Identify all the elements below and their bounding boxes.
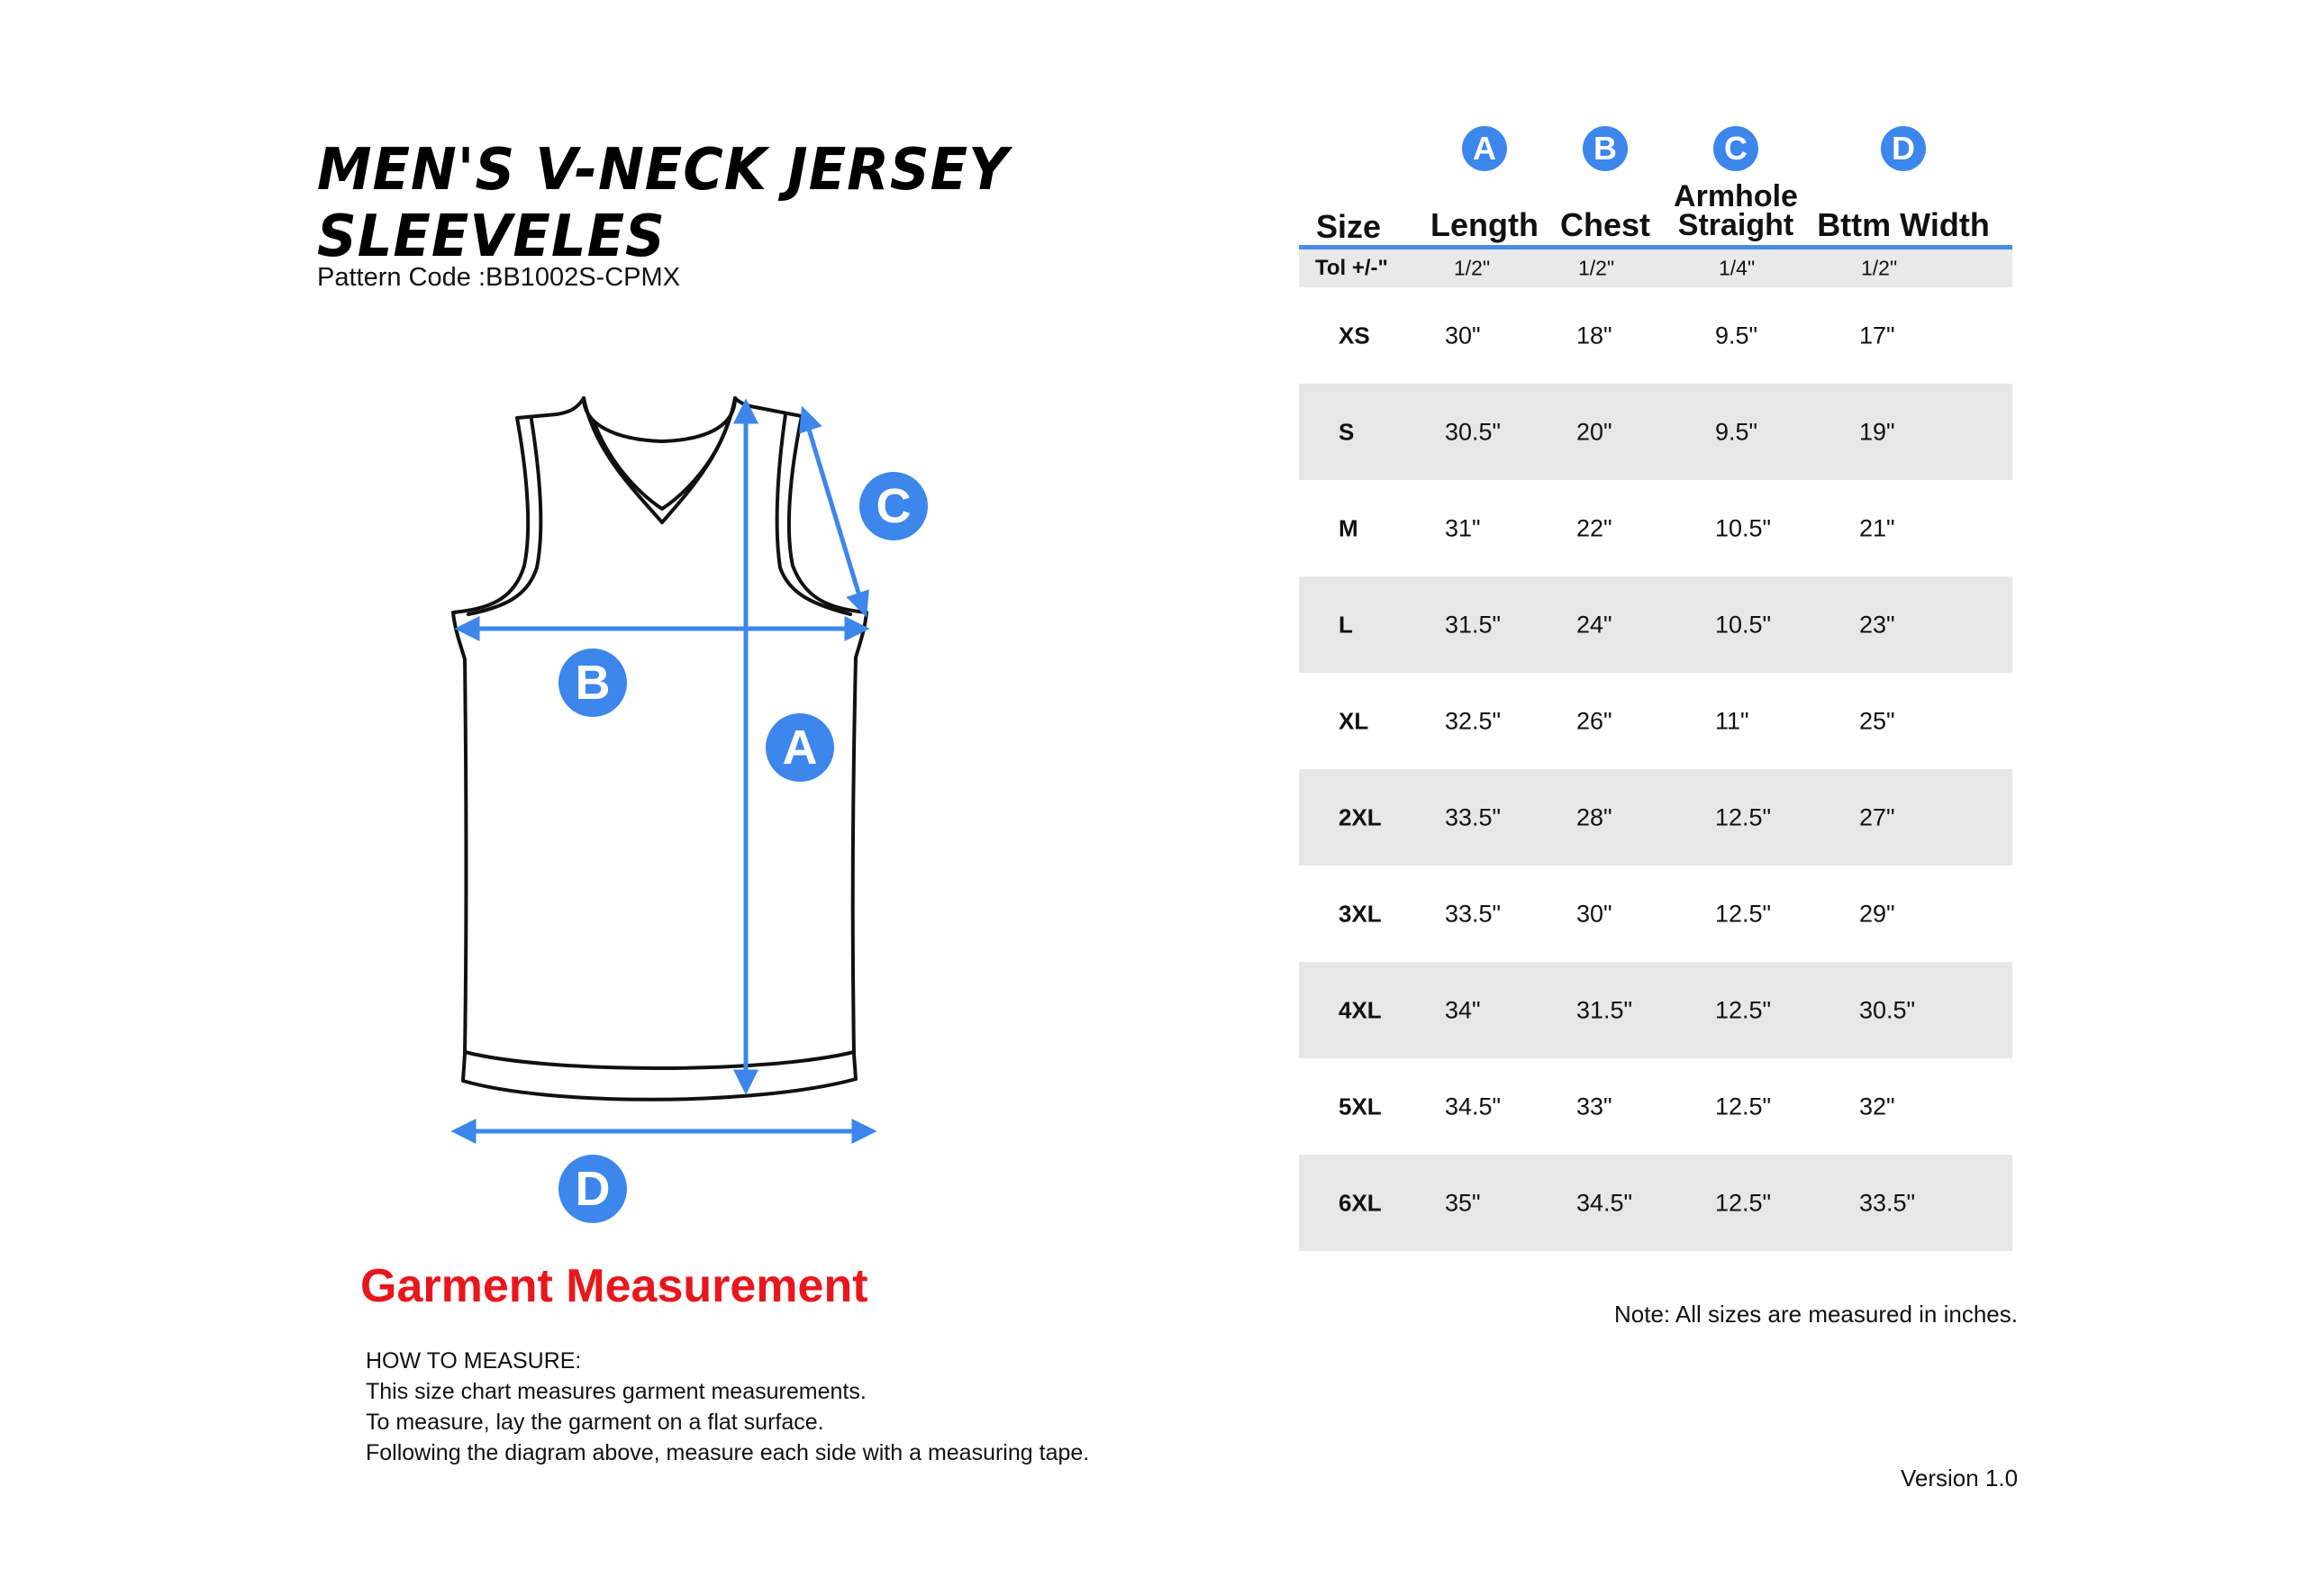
arrow-d-head-left — [456, 1122, 474, 1140]
table-row — [1299, 866, 2012, 962]
row-size: 2XL — [1339, 803, 1382, 830]
row-chest: 28" — [1576, 803, 1612, 830]
row-bottom-width: 17" — [1859, 322, 1895, 349]
row-length: 30.5" — [1445, 418, 1502, 445]
title-line-2: SLEEVELES — [317, 204, 666, 270]
row-armhole: 12.5" — [1715, 1189, 1772, 1216]
row-length: 34.5" — [1445, 1093, 1502, 1120]
marker-a-label: A — [782, 721, 818, 775]
row-length: 32.5" — [1445, 707, 1502, 734]
col-label-line-2: Straight — [1677, 208, 1794, 242]
row-chest: 34.5" — [1576, 1189, 1633, 1216]
row-length: 30" — [1445, 322, 1481, 349]
col-size — [1299, 126, 1398, 245]
row-bottom-width: 23" — [1859, 611, 1895, 638]
marker-b-badge: B — [1583, 126, 1628, 171]
row-chest: 26" — [1576, 707, 1612, 734]
row-chest: 33" — [1576, 1093, 1612, 1120]
row-size: XL — [1339, 707, 1369, 734]
row-bottom-width: 25" — [1859, 707, 1895, 734]
arrow-d-head-right — [854, 1122, 872, 1140]
marker-d-label: D — [575, 1162, 611, 1216]
row-armhole: 9.5" — [1715, 418, 1758, 445]
row-length: 31" — [1445, 514, 1481, 541]
row-size: XS — [1339, 322, 1370, 349]
row-chest: 31.5" — [1576, 996, 1633, 1023]
row-armhole: 12.5" — [1715, 803, 1772, 830]
row-chest: 24" — [1576, 611, 1612, 638]
row-size: 5XL — [1339, 1093, 1382, 1120]
table-row — [1299, 480, 2012, 576]
how-to-line: HOW TO MEASURE: — [366, 1348, 582, 1374]
row-size: L — [1339, 611, 1353, 638]
tolerance-chest: 1/2" — [1578, 256, 1615, 280]
row-armhole: 12.5" — [1715, 900, 1772, 927]
row-length: 35" — [1445, 1189, 1481, 1216]
tolerance-row — [1299, 249, 2012, 287]
table-row — [1299, 769, 2012, 866]
row-bottom-width: 33.5" — [1859, 1189, 1916, 1216]
marker-c-badge: C — [1713, 126, 1758, 171]
page-title — [317, 137, 1009, 270]
col-chest — [1551, 126, 1659, 243]
table-row — [1299, 576, 2012, 673]
row-size: 6XL — [1339, 1189, 1382, 1216]
row-chest: 22" — [1576, 514, 1612, 541]
col-label: Size — [1315, 208, 1382, 245]
row-length: 33.5" — [1445, 900, 1502, 927]
size-table — [1299, 126, 2012, 1251]
row-chest: 20" — [1576, 418, 1612, 445]
table-row — [1299, 962, 2012, 1058]
row-length: 34" — [1445, 996, 1481, 1023]
row-bottom-width: 30.5" — [1859, 996, 1916, 1023]
row-length: 33.5" — [1445, 803, 1502, 830]
arrow-a-head-bottom — [737, 1072, 755, 1090]
title-line-1: MEN'S V-NECK JERSEY — [317, 137, 1010, 204]
marker-c-label: C — [876, 479, 912, 533]
jersey-diagram — [396, 378, 973, 1225]
col-armhole — [1668, 126, 1803, 240]
how-to-line: To measure, lay the garment on a flat surface. — [366, 1410, 824, 1435]
col-label: Bttm Width — [1817, 206, 1990, 243]
row-size: S — [1339, 418, 1355, 445]
col-label-line-1: Armhole — [1674, 179, 1798, 213]
tolerance-bottom-width: 1/2" — [1861, 256, 1898, 280]
row-armhole: 11" — [1715, 707, 1749, 734]
table-row — [1299, 1058, 2012, 1155]
version-label: Version 1.0 — [1901, 1465, 2019, 1492]
row-armhole: 10.5" — [1715, 514, 1772, 541]
table-header — [1299, 126, 2012, 245]
tolerance-label: Tol +/-" — [1315, 256, 1388, 280]
marker-a-badge: A — [1462, 126, 1507, 171]
diagram-markers — [558, 472, 928, 1223]
tolerance-length: 1/2" — [1454, 256, 1491, 280]
row-bottom-width: 19" — [1859, 418, 1895, 445]
how-to-line: This size chart measures garment measurements. — [366, 1379, 867, 1404]
marker-d-badge: D — [1881, 126, 1926, 171]
table-row — [1299, 673, 2012, 769]
row-size: 4XL — [1339, 996, 1382, 1023]
table-row — [1299, 287, 2012, 384]
row-chest: 18" — [1576, 322, 1612, 349]
row-size: M — [1339, 514, 1358, 541]
row-bottom-width: 29" — [1859, 900, 1895, 927]
how-to-measure — [366, 1346, 1089, 1468]
how-to-line: Following the diagram above, measure each side with a measuring tape. — [366, 1440, 1090, 1465]
col-label: Length — [1430, 206, 1539, 243]
row-armhole: 12.5" — [1715, 996, 1772, 1023]
row-chest: 30" — [1576, 900, 1612, 927]
arrow-c-line — [807, 423, 861, 602]
tolerance-armhole: 1/4" — [1719, 256, 1756, 280]
arrow-c-head-top — [802, 411, 818, 431]
table-row — [1299, 1155, 2012, 1251]
arrow-b-head-left — [459, 620, 477, 638]
row-bottom-width: 21" — [1859, 514, 1895, 541]
pattern-code: Pattern Code :BB1002S-CPMX — [317, 263, 680, 292]
row-size: 3XL — [1339, 900, 1382, 927]
marker-b-label: B — [575, 656, 611, 710]
garment-measurement-heading: Garment Measurement — [360, 1260, 868, 1312]
col-label: Chest — [1559, 206, 1651, 243]
row-armhole: 12.5" — [1715, 1093, 1772, 1120]
row-armhole: 10.5" — [1715, 611, 1772, 638]
row-bottom-width: 27" — [1859, 803, 1895, 830]
row-length: 31.5" — [1445, 611, 1502, 638]
table-row — [1299, 384, 2012, 480]
row-bottom-width: 32" — [1859, 1093, 1895, 1120]
col-bottom-width — [1809, 126, 1998, 243]
row-armhole: 9.5" — [1715, 322, 1758, 349]
col-length — [1421, 126, 1548, 243]
measurement-note: Note: All sizes are measured in inches. — [1614, 1301, 2018, 1328]
